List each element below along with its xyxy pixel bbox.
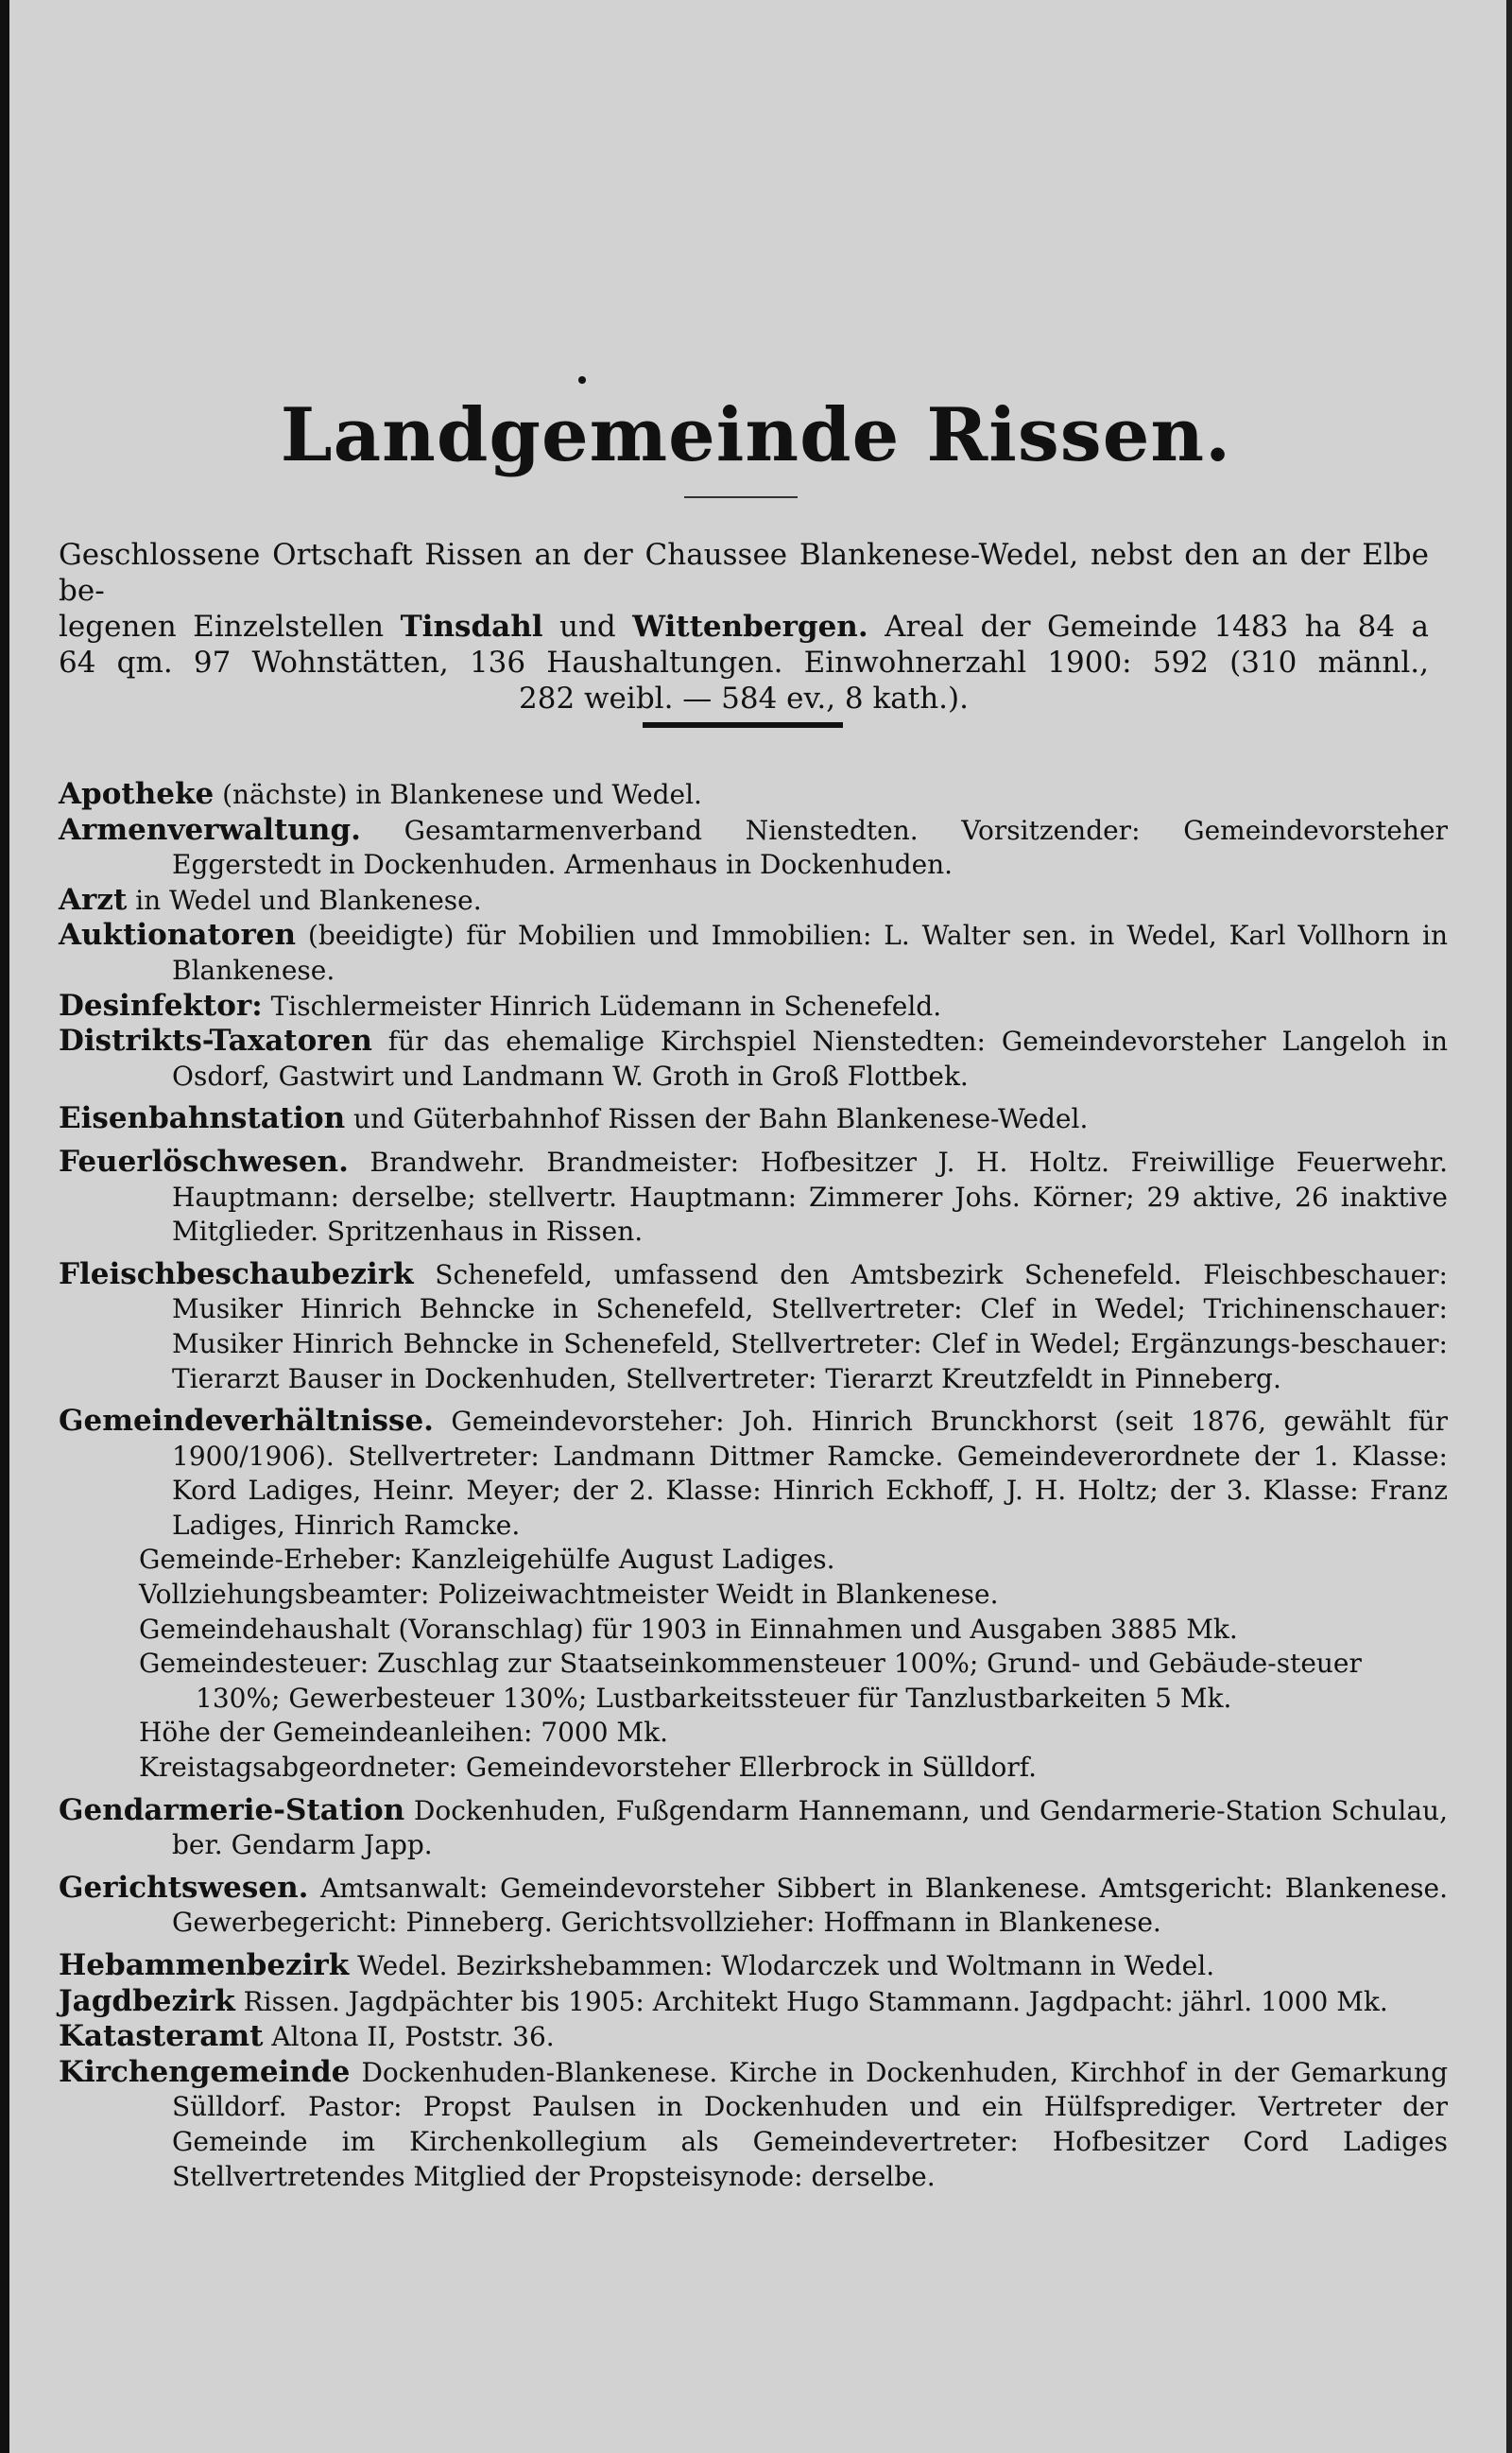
entry-text: und Güterbahnhof Rissen der Bahn Blankenese-Wedel. — [345, 1103, 1089, 1135]
entry-text: Tischlermeister Hinrich Lüdemann in Schenefeld. — [262, 990, 942, 1022]
section-rule — [643, 722, 843, 728]
place-name: Tinsdahl — [400, 610, 543, 644]
sub-entry: Gemeindehaushalt (Voranschlag) für 1903 in Einnahmen und Ausgaben 3885 Mk. — [139, 1613, 1238, 1645]
entry-text: Gesamtarmenverband Nienstedten. Vorsitzender: Gemeindevorsteher Eggerstedt in Dockenhuden. Armenhaus in Dockenhuden. — [172, 814, 1448, 881]
title-rule — [684, 496, 798, 498]
directory-entry — [59, 1101, 1448, 1137]
directory-entry — [59, 1024, 1448, 1094]
entry-heading: Armenverwaltung. — [59, 812, 361, 847]
sub-entry: Vollziehungsbeamter: Polizeiwachtmeister Weidt in Blankenese. — [139, 1579, 999, 1611]
intro-text: legenen Einzelstellen — [59, 610, 401, 644]
place-name: Wittenbergen. — [632, 610, 868, 644]
entry-text: Schenefeld, umfassend den Amtsbezirk Schenefeld. Fleischbeschauer: Musiker Hinrich Behncke in Schenefeld, Stellvertreter: Clef in Wedel; Trichinenschauer: Musiker Hinrich Behncke in Schenefeld, Stellvertreter: Clef in Wedel; Ergänzungs-beschauer: Tierarzt Bauser in Dockenhuden, Stellvertreter: Tierarzt Kreutzfeldt in Pinneberg. — [172, 1258, 1448, 1394]
sub-entry: Gemeinde-Erheber: Kanzleigehülfe August Ladiges. — [139, 1544, 835, 1576]
entry-heading: Apotheke — [59, 777, 215, 811]
entry-heading: Arzt — [59, 882, 128, 917]
entry-heading: Jagdbezirk — [59, 1983, 235, 2018]
entry-heading: Eisenbahnstation — [59, 1101, 346, 1136]
entry-text: Dockenhuden-Blankenese. Kirche in Dockenhuden, Kirchhof in der Gemarkung Sülldorf. Pastor: Propst Paulsen in Dockenhuden und ein Hülfsprediger. Vertreter der Gemeinde im Kirchenkollegium als Gemeindevertreter: Hofbesitzer Cord Ladiges Stellvertretendes Mitglied der Propsteisynode: derselbe. — [172, 2056, 1448, 2192]
intro-text: Geschlossene Ortschaft Rissen an der Chaussee Blankenese-Wedel, nebst den an der Elbe be- — [59, 538, 1429, 608]
directory-entry — [59, 2055, 1448, 2194]
directory-entry — [59, 918, 1448, 988]
intro-paragraph — [59, 537, 1429, 717]
directory-entry — [59, 1257, 1448, 1396]
directory-entry — [59, 777, 1448, 813]
entry-text: Rissen. Jagdpächter bis 1905: Architekt Hugo Stammann. Jagdpacht: jährl. 1000 Mk. — [234, 1985, 1388, 2017]
intro-text: und — [542, 610, 633, 644]
entry-heading: Katasteramt — [59, 2019, 264, 2054]
intro-line — [59, 609, 1429, 645]
directory-entry — [59, 989, 1448, 1025]
sub-entry: Gemeindesteuer: Zuschlag zur Staatseinkommensteuer 100%; Grund- und Gebäude-steuer 130%; Gewerbesteuer 130%; Lustbarkeitssteuer für Tanzlustbarkeiten 5 Mk. — [139, 1648, 1362, 1714]
page-title: Landgemeinde Rissen. — [280, 392, 1232, 478]
entries-list — [59, 777, 1448, 2194]
entry-text: (beeidigte) für Mobilien und Immobilien: L. Walter sen. in Wedel, Karl Vollhorn in Blankenese. — [172, 920, 1448, 986]
entry-heading: Auktionatoren — [59, 918, 297, 953]
directory-entry — [59, 1404, 1448, 1543]
entry-text: in Wedel und Blankenese. — [127, 884, 482, 916]
sub-entry: Kreistagsabgeordneter: Gemeindevorsteher Ellerbrock in Sülldorf. — [139, 1752, 1038, 1784]
entry-text: Amtsanwalt: Gemeindevorsteher Sibbert in Blankenese. Amtsgericht: Blankenese. Gewerbegericht: Pinneberg. Gerichtsvollzieher: Hoffmann in Blankenese. — [172, 1872, 1448, 1939]
entry-heading: Hebammenbezirk — [59, 1948, 350, 1982]
directory-entry — [59, 813, 1448, 883]
directory-entry — [59, 1145, 1448, 1250]
entry-text: Wedel. Bezirkshebammen: Wlodarczek und Woltmann in Wedel. — [349, 1950, 1215, 1981]
entry-heading: Gemeindeverhältnisse. — [59, 1404, 434, 1439]
entry-text: für das ehemalige Kirchspiel Nienstedten: Gemeindevorsteher Langeloh in Osdorf, Gastwirt und Landmann W. Groth in Groß Flottbek. — [172, 1026, 1448, 1092]
directory-entry — [59, 1871, 1448, 1941]
scan-edge-right — [1506, 0, 1512, 2453]
entry-heading: Distrikts-Taxatoren — [59, 1024, 372, 1059]
entry-heading: Desinfektor: — [59, 988, 263, 1023]
entry-heading: Kirchengemeinde — [59, 2054, 351, 2089]
entry-text: (nächste) in Blankenese und Wedel. — [214, 779, 702, 810]
intro-line — [59, 537, 1429, 609]
entry-text: Brandwehr. Brandmeister: Hofbesitzer J. H. Holtz. Freiwillige Feuerwehr. Hauptmann: derselbe; stellvertr. Hauptmann: Zimmerer Johs. Körner; 29 aktive, 26 inaktive Mitglieder. Spritzenhaus in Rissen. — [172, 1146, 1448, 1248]
entry-text: Altona II, Poststr. 36. — [263, 2021, 555, 2053]
entry-heading: Feuerlöschwesen. — [59, 1144, 349, 1179]
intro-line — [59, 645, 1429, 681]
directory-entry — [59, 2019, 1448, 2055]
entry-text: Gemeindevorsteher: Joh. Hinrich Brunckhorst (seit 1876, gewählt für 1900/1906). Stellvertreter: Landmann Dittmer Ramcke. Gemeindeverordnete der 1. Klasse: Kord Ladiges, Heinr. Meyer; der 2. Klasse: Hinrich Eckhoff, J. H. Holtz; der 3. Klasse: Franz Ladiges, Hinrich Ramcke. — [172, 1406, 1448, 1541]
directory-entry — [59, 1793, 1448, 1863]
entry-text: Dockenhuden, Fußgendarm Hannemann, und Gendarmerie-Station Schulau, ber. Gendarm Japp. — [172, 1794, 1448, 1861]
intro-text: Areal der Gemeinde 1483 ha 84 a — [868, 610, 1430, 644]
sub-entry: Höhe der Gemeindeanleihen: 7000 Mk. — [139, 1717, 668, 1749]
directory-entry — [59, 883, 1448, 919]
entry-heading: Gerichtswesen. — [59, 1870, 309, 1905]
ornament-dot — [578, 376, 586, 384]
scan-edge-left — [0, 0, 9, 2453]
directory-entry — [59, 1948, 1448, 1984]
entry-heading: Fleischbeschaubezirk — [59, 1256, 414, 1291]
intro-text: 64 qm. 97 Wohnstätten, 136 Haushaltungen. Einwohnerzahl 1900: 592 (310 männl., — [59, 646, 1429, 680]
intro-line: 282 weibl. — 584 ev., 8 kath.). — [519, 682, 969, 716]
entry-heading: Gendarmerie-Station — [59, 1792, 405, 1827]
directory-entry — [59, 1984, 1448, 2020]
